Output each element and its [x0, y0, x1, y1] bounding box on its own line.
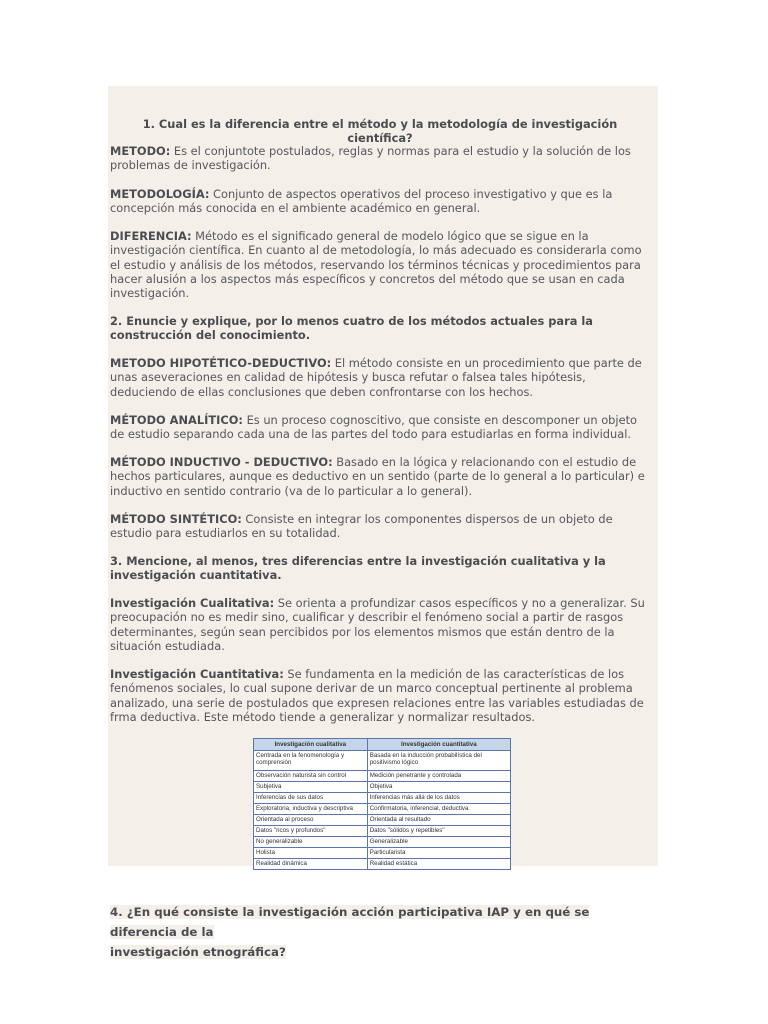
metodologia-text: Conjunto de aspectos operativos del proceso investigativo y que es la concepción más conocida en el ambiente académico en general.	[110, 187, 613, 216]
table-row	[254, 771, 511, 782]
hipotetico-label: METODO HIPOTÉTICO-DEDUCTIVO:	[110, 356, 332, 370]
cell-cuantitativa: Generalizable	[367, 837, 510, 848]
table-row	[254, 859, 511, 870]
method-sintetico	[110, 512, 650, 541]
method-hipotetico	[110, 356, 650, 399]
cell-cuantitativa: Inferencias más allá de los datos	[367, 793, 510, 804]
cell-cualitativa: Centrada en la fenomenología y comprensión	[254, 751, 368, 771]
question-1: 1. Cual es la diferencia entre el método y la metodología de investigación científica?	[142, 117, 618, 145]
metodologia-label: METODOLOGÍA:	[110, 187, 210, 201]
hipotetico-text: El método consiste en un procedimiento que parte de unas aseveraciones en calidad de hipótesis y busca refutar o falsea tales hipótesis, deduciendo de ellas conclusiones que deben confrontarse con los hechos.	[110, 356, 642, 399]
metodo-label: METODO:	[110, 144, 171, 158]
sintetico-label: MÉTODO SINTÉTICO:	[110, 512, 242, 526]
table-row	[254, 751, 511, 771]
metodo-text: Es el conjuntote postulados, reglas y normas para el estudio y la solución de los problemas de investigación.	[110, 144, 631, 173]
analitico-label: MÉTODO ANALÍTICO:	[110, 413, 243, 427]
method-analitico	[110, 413, 650, 442]
cell-cuantitativa: Confirmatoria, inferencial, deductiva	[367, 804, 510, 815]
cell-cuantitativa: Datos "sólidos y repetibles"	[367, 826, 510, 837]
cell-cualitativa: Holista	[254, 848, 368, 859]
table-row	[254, 815, 511, 826]
comparison-table	[253, 738, 511, 870]
question-2: 2. Enuncie y explique, por lo menos cuatro de los métodos actuales para la construcción del conocimiento.	[110, 314, 593, 343]
analitico-text: Es un proceso cognoscitivo, que consiste en descomponer un objeto de estudio separando cada una de las partes del todo para estudiarlas en forma individual.	[110, 413, 638, 442]
cuantitativa-label: Investigación Cuantitativa:	[110, 667, 284, 681]
table-row	[254, 793, 511, 804]
cell-cuantitativa: Basada en la inducción probabilística del positivismo lógico	[367, 751, 510, 771]
header-cualitativa: Investigación cualitativa	[254, 739, 368, 751]
diferencia-text: Método es el significado general de modelo lógico que se sigue en la investigación científica. En cuanto al de metodología, lo más adecuado es considerarla como el estudio y análisis de los métodos, reservando los términos técnicas y procedimientos para hacer alusión a los aspectos más específicos y concretos del método que se usan en cada investigación.	[110, 229, 642, 301]
cell-cualitativa: Observación naturista sin control	[254, 771, 368, 782]
inductivo-label: MÉTODO INDUCTIVO - DEDUCTIVO:	[110, 455, 333, 469]
question-4-line-1: 4. ¿En qué consiste la investigación acción participativa IAP y en qué se diferencia de la	[110, 905, 590, 939]
cell-cuantitativa: Realidad estática	[367, 859, 510, 870]
diferencia-label: DIFERENCIA:	[110, 229, 192, 243]
cualitativa-text: Se orienta a profundizar casos específicos y no a generalizar. Su preocupación no es medir sino, cualificar y describir el fenómeno social a partir de rasgos determinantes, según sean percibidos por los elementos mismos que están dentro de la situación estudiada.	[110, 596, 645, 653]
cell-cualitativa: No generalizable	[254, 837, 368, 848]
table-row	[254, 804, 511, 815]
table-header-row	[254, 739, 511, 751]
cell-cualitativa: Datos "ricos y profundos"	[254, 826, 368, 837]
inductivo-text: Basado en la lógica y relacionando con el estudio de hechos particulares, aunque es deductivo en un sentido (parte de lo general a lo particular) e inductivo en sentido contrario (va de lo particular a lo general).	[110, 455, 645, 498]
cell-cuantitativa: Particularista	[367, 848, 510, 859]
cell-cualitativa: Exploratoria, inductiva y descriptiva	[254, 804, 368, 815]
definition-cualitativa	[110, 596, 650, 653]
question-4	[110, 902, 650, 962]
definition-metodologia	[110, 187, 650, 216]
definition-metodo	[110, 144, 650, 173]
table-row	[254, 848, 511, 859]
table-row	[254, 837, 511, 848]
cell-cualitativa: Realidad dinámica	[254, 859, 368, 870]
definition-diferencia	[110, 229, 650, 300]
table-row	[254, 826, 511, 837]
definition-cuantitativa	[110, 667, 650, 724]
cell-cuantitativa: Medición penetrante y controlada	[367, 771, 510, 782]
header-cuantitativa: Investigación cuantitativa	[367, 739, 510, 751]
cell-cuantitativa: Orientada al resultado	[367, 815, 510, 826]
cuantitativa-text: Se fundamenta en la medición de las características de los fenómenos sociales, lo cual supone derivar de un marco conceptual pertinente al problema analizado, una serie de postulados que expresen relaciones entre las variables estudiadas de frma deductiva. Este método tiende a generalizar y normalizar resultados.	[110, 667, 644, 724]
cell-cualitativa: Inferencias de sus datos	[254, 793, 368, 804]
cell-cuantitativa: Objetiva	[367, 782, 510, 793]
cualitativa-label: Investigación Cualitativa:	[110, 596, 275, 610]
question-3: 3. Mencione, al menos, tres diferencias entre la investigación cualitativa y la investigación cuantitativa.	[110, 554, 606, 583]
sintetico-text: Consiste en integrar los componentes dispersos de un objeto de estudio para estudiarlos en su totalidad.	[110, 512, 613, 541]
method-inductivo	[110, 455, 650, 498]
cell-cualitativa: Subjetiva	[254, 782, 368, 793]
question-4-line-2: investigación etnográfica?	[110, 945, 286, 959]
table-row	[254, 782, 511, 793]
cell-cualitativa: Orientada al proceso	[254, 815, 368, 826]
